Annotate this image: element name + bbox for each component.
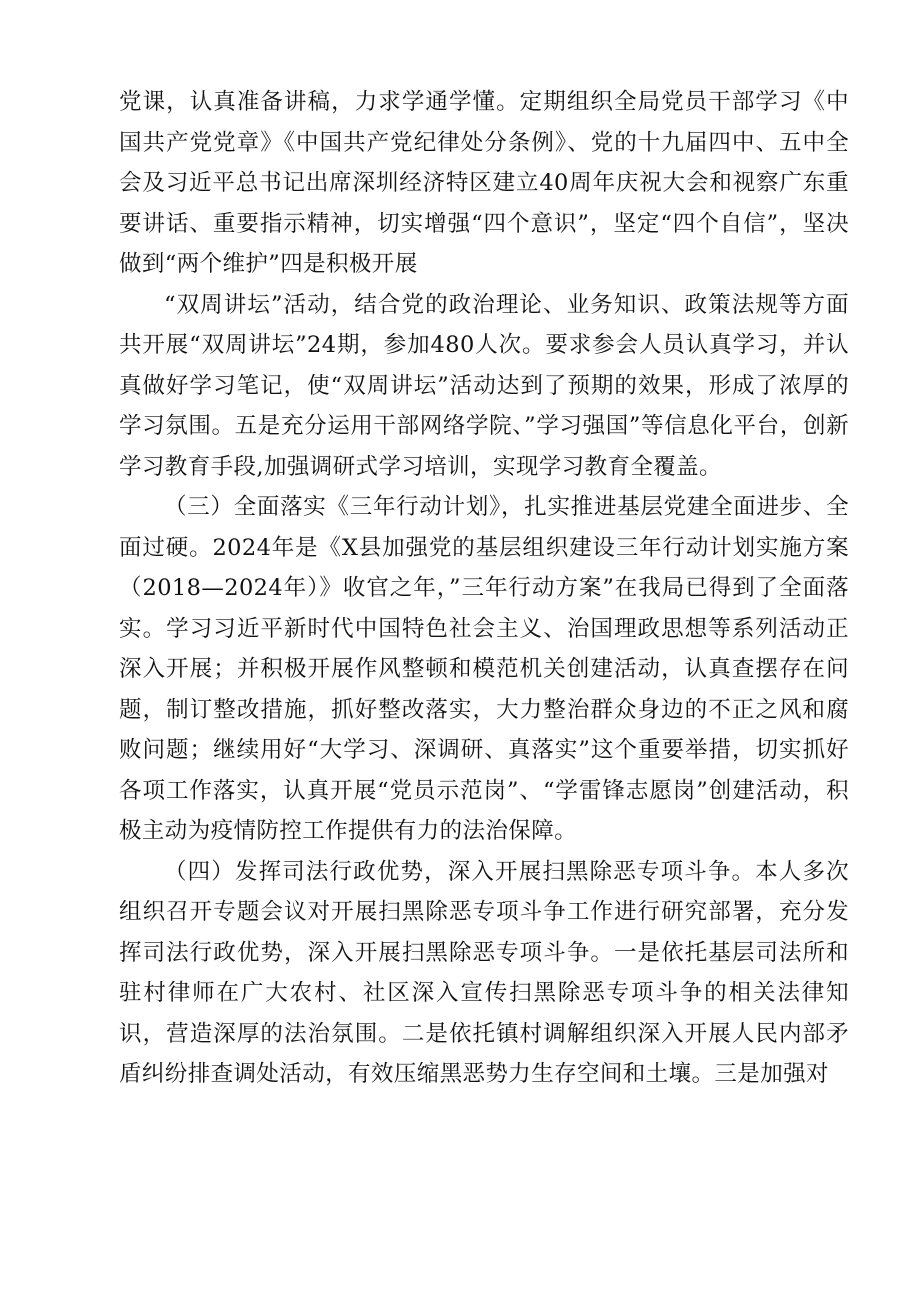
paragraph-anti-crime-campaign: （四）发挥司法行政优势，深入开展扫黑除恶专项斗争。本人多次组织召开专题会议对开展扫黑除恶专项斗争工作进行研究部署，充分发挥司法行政优势，深入开展扫黑除恶专项斗争。一是依托基层司法所和驻村律师在广大农村、社区深入宣传扫黑除恶专项斗争的相关法律知识，营造深厚的法治氛围。二是依托镇村调解组织深入开展人民内部矛盾纠纷排查调处活动，有效压缩黑恶势力生存空间和土壤。三是加强对 (119, 858, 849, 1087)
paragraph-continuation-study: 党课，认真准备讲稿，力求学通学懂。定期组织全局党员干部学习《中国共产党党章》《中国共产党纪律处分条例》、党的十九届四中、五中全会及习近平总书记出席深圳经济特区建立40周年庆祝大会和视察广东重要讲话、重要指示精神，切实增强“四个意识”，坚定“四个自信”，坚决做到“两个维护”四是积极开展 (119, 89, 849, 277)
document-body (119, 82, 849, 1095)
paragraph-biweekly-forum: “双周讲坛”活动，结合党的政治理论、业务知识、政策法规等方面共开展“双周讲坛”24期，参加480人次。要求参会人员认真学习，并认真做好学习笔记，使“双周讲坛”活动达到了预期的效果，形成了浓厚的学习氛围。五是充分运用干部网络学院、”学习强国”等信息化平台，创新学习教育手段,加强调研式学习培训，实现学习教育全覆盖。 (119, 291, 849, 480)
paragraph-three-year-plan: （三）全面落实《三年行动计划》，扎实推进基层党建全面进步、全面过硬。2024年是《X县加强党的基层组织建设三年行动计划实施方案（2018—2024年）》收官之年，”三年行动方案”在我局已得到了全面落实。学习习近平新时代中国特色社会主义、治国理政思想等系列活动正深入开展；并积极开展作风整顿和模范机关创建活动，认真查摆存在问题，制订整改措施，抓好整改落实，大力整治群众身边的不正之风和腐败问题；继续用好“大学习、深调研、真落实”这个重要举措，切实抓好各项工作落实，认真开展“党员示范岗”、“学雷锋志愿岗”创建活动，积极主动为疫情防控工作提供有力的法治保障。 (119, 494, 849, 844)
